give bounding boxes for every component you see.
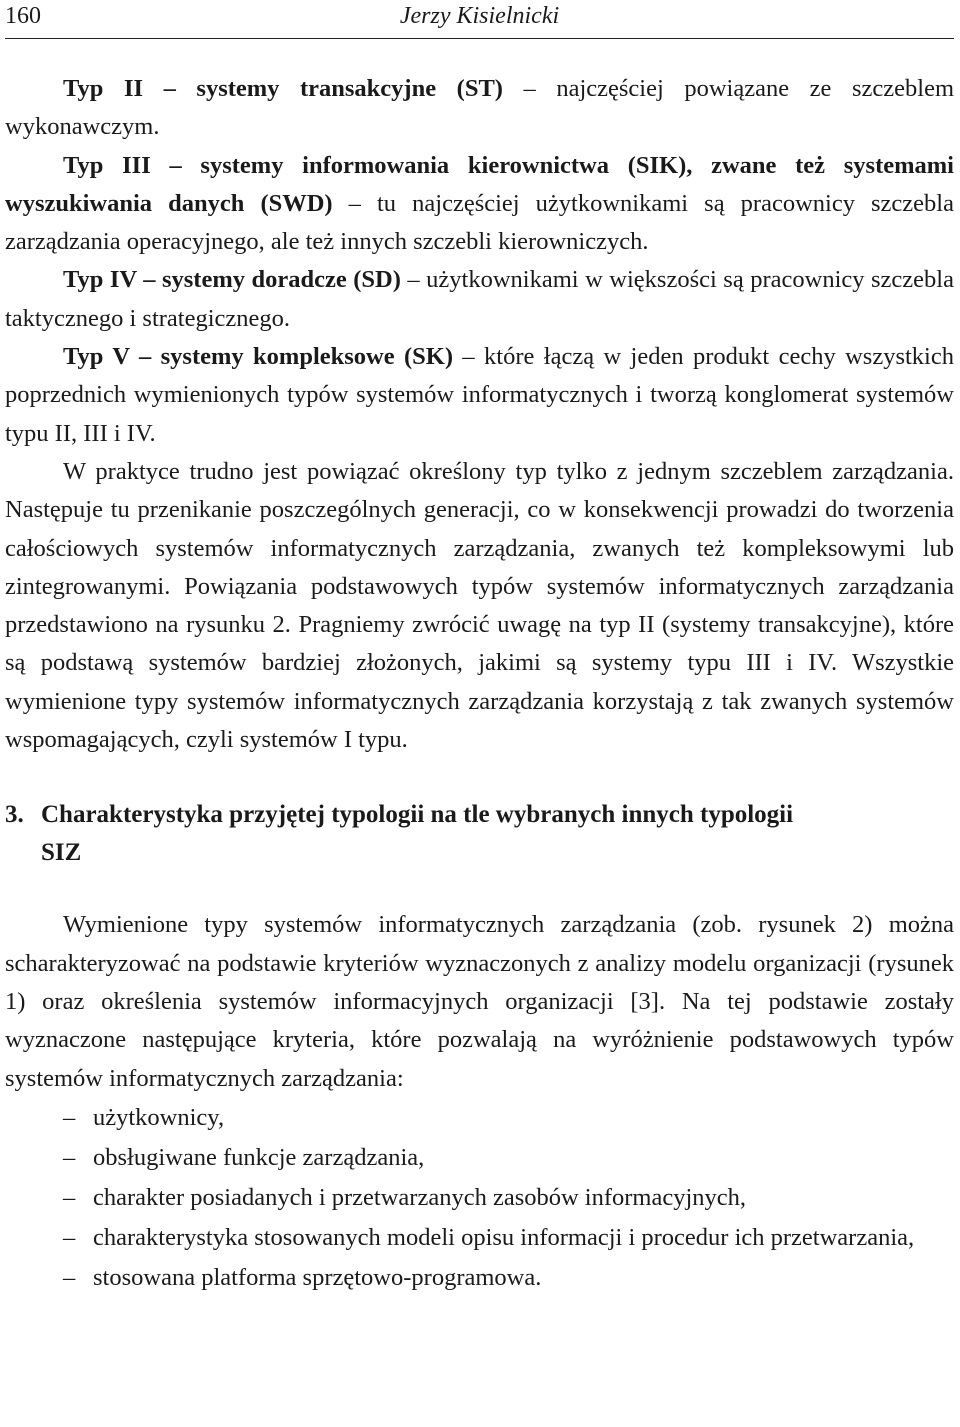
type-iv-paragraph <box>5 261 954 338</box>
type-iii-label: Typ III – systemy informowania kierownictwa (SIK), zwane też systemami wyszukiwania danych (SWD) <box>5 151 954 217</box>
dash-bullet: – <box>63 1223 76 1251</box>
list-item-text: charakterystyka stosowanych modeli opisu informacji i procedur ich przetwarzania, <box>93 1223 915 1251</box>
type-v-description: – które łączą w jeden produkt cechy wszystkich poprzednich wymienionych typów systemów informatycznych i tworzą konglomerat systemów typu II, III i IV. <box>5 343 954 447</box>
type-ii-label: Typ II – systemy transakcyjne (ST) <box>63 75 503 102</box>
criteria-list <box>5 1098 954 1298</box>
section-title: Charakterystyka przyjętej typologii na tle wybranych innych typologii SIZ <box>41 801 794 867</box>
page-number: 160 <box>5 3 41 29</box>
list-item-text: obsługiwane funkcje zarządzania, <box>93 1143 425 1171</box>
list-item-text: charakter posiadanych i przetwarzanych zasobów informacyjnych, <box>93 1183 747 1211</box>
type-ii-paragraph <box>5 70 954 147</box>
dash-bullet: – <box>63 1263 76 1291</box>
dash-bullet: – <box>63 1183 76 1211</box>
list-item-text: użytkownicy, <box>93 1103 225 1131</box>
criteria-intro-paragraph: Wymienione typy systemów informatycznych zarządzania (zob. rysunek 2) można scharakteryzować na podstawie kryteriów wyznaczonych z analizy modelu organizacji (rysunek 1) oraz określenia systemów informacyjnych organizacji [3]. Na tej podstawie zostały wyznaczone następujące kryteria, które pozwalają na wyróżnienie podstawowych typów systemów informatycznych zarządzania: <box>5 911 954 1092</box>
list-item-text: stosowana platforma sprzętowo-programowa. <box>93 1263 542 1291</box>
running-title-author: Jerzy Kisielnicki <box>399 3 560 29</box>
heading-spacer <box>5 872 954 906</box>
list-item <box>5 1258 954 1298</box>
section-heading <box>5 796 954 872</box>
type-v-label: Typ V – systemy kompleksowe (SK) <box>63 343 453 371</box>
running-header <box>5 0 954 39</box>
section-number: 3. <box>5 801 24 829</box>
list-item <box>5 1098 954 1138</box>
practice-paragraph: W praktyce trudno jest powiązać określony typ tylko z jednym szczeblem zarządzania. Następuje tu przenikanie poszczególnych generacji, co w konsekwencji prowadzi do tworzenia całościowych systemów informatycznych zarządzania, zwanych też kompleksowymi lub zintegrowanymi. Powiązania podstawowych typów systemów informatycznych zarządzania przedstawiono na rysunku 2. Pragniemy zwrócić uwagę na typ II (systemy transakcyjne), które są podstawą systemów bardziej złożonych, jakimi są systemy typu III i IV. Wszystkie wymienione typy systemów informatycznych zarządzania korzystają z tak zwanych systemów wspomagających, czyli systemów I typu. <box>5 457 954 754</box>
list-item <box>5 1138 954 1178</box>
type-iii-description: – tu najczęściej użytkownikami są pracownicy szczebla zarządzania operacyjnego, ale też innych szczebli kierowniczych. <box>5 189 954 256</box>
type-iv-label: Typ IV – systemy doradcze (SD) <box>63 266 401 294</box>
dash-bullet: – <box>63 1143 76 1171</box>
type-v-paragraph <box>5 338 954 453</box>
type-ii-description: – najczęściej powiązane ze szczeblem wykonawczym. <box>5 75 954 141</box>
list-item <box>5 1178 954 1218</box>
dash-bullet: – <box>63 1103 76 1131</box>
type-iii-paragraph <box>5 147 954 262</box>
type-iv-description: – użytkownikami w większości są pracownicy szczebla taktycznego i strategicznego. <box>5 266 954 332</box>
body-text <box>5 70 954 1298</box>
list-item <box>5 1218 954 1258</box>
